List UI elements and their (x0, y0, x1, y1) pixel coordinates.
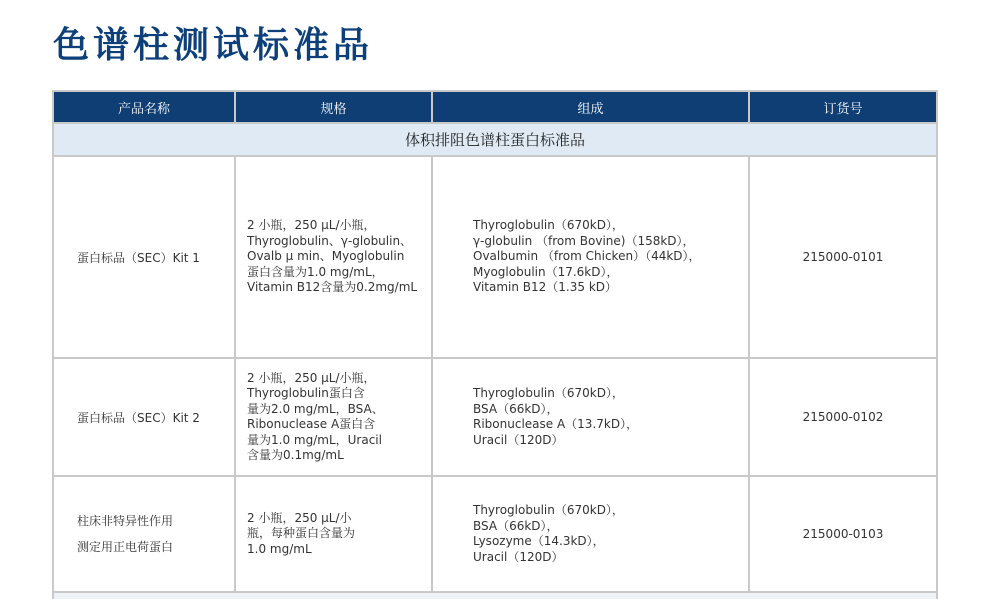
row-1-composition-line: Myoglobulin（17.6kD）， (473, 264, 619, 279)
row-1-name-text: 蛋白标品（SEC）Kit 1 (77, 250, 200, 265)
row-3-spec-line: 1.0 mg/mL (247, 541, 312, 556)
row-2-spec-line: Ribonuclease A蛋白含 (247, 417, 376, 431)
row-1-spec-line: Vitamin B12含量为0.2mg/mL (247, 280, 418, 295)
row-2-product-name (54, 359, 234, 475)
row-3-spec-line: 瓶，每种蛋白含量为 (247, 526, 356, 541)
next-row-partial (54, 593, 936, 599)
row-3-product-name (54, 477, 234, 591)
row-2-composition-line: BSA（66kD）， (473, 401, 559, 416)
row-2-name-text: 蛋白标品（SEC）Kit 2 (77, 410, 200, 425)
row-2-order-number: 215000-0102 (750, 359, 936, 475)
row-2-composition (433, 359, 748, 475)
row-3-order-number: 215000-0103 (750, 477, 936, 591)
row-1-composition-line: γ-globulin （from Bovine)（158kD）， (473, 233, 695, 248)
column-header-spec: 规格 (236, 92, 431, 122)
row-3-composition-line: Lysozyme（14.3kD）， (473, 534, 605, 548)
row-2-spec-line: 含量为0.1mg/mL (247, 448, 344, 462)
row-1-spec-line: Thyroglobulin、γ-globulin、 (247, 233, 413, 248)
row-3-composition-line: Uracil（120D） (473, 549, 564, 564)
row-2-spec-line: Thyroglobulin蛋白含 (247, 386, 365, 400)
row-3-spec (236, 477, 431, 591)
row-1-composition-line: Thyroglobulin（670kD）， (473, 218, 624, 233)
row-1-spec-line: Ovalb μ min、Myoglobulin (247, 249, 405, 264)
row-2-spec-line: 量为1.0 mg/mL，Uracil (247, 432, 382, 447)
row-1-composition (433, 157, 748, 357)
row-3-composition-line: BSA（66kD）， (473, 518, 559, 533)
row-1-spec-line: 蛋白含量为1.0 mg/mL， (247, 264, 384, 279)
row-1-order-number: 215000-0101 (750, 157, 936, 357)
row-3-composition (433, 477, 748, 591)
row-1-composition-line: Ovalbumin （from Chicken）（44kD）， (473, 249, 701, 264)
column-header-composition: 组成 (433, 92, 748, 122)
standards-table (52, 90, 938, 599)
row-2-spec-line: 2 小瓶，250 μL/小瓶， (247, 370, 376, 385)
row-1-composition-line: Vitamin B12（1.35 kD） (473, 280, 618, 295)
row-1-spec-line: 2 小瓶，250 μL/小瓶， (247, 218, 376, 233)
row-2-composition-line: Uracil（120D） (473, 432, 564, 447)
row-3-composition-line: Thyroglobulin（670kD）， (473, 503, 624, 517)
column-header-product-name: 产品名称 (54, 92, 234, 122)
row-2-spec (236, 359, 431, 475)
row-1-product-name (54, 157, 234, 357)
row-2-composition-line: Thyroglobulin（670kD）， (473, 386, 624, 400)
row-2-spec-line: 量为2.0 mg/mL，BSA、 (247, 401, 384, 416)
group-title: 体积排阻色谱柱蛋白标准品 (54, 124, 936, 155)
row-1-spec (236, 157, 431, 357)
page-title: 色谱柱测试标准品 (53, 25, 374, 66)
row-3-name-text: 测定用正电荷蛋白 (77, 540, 174, 554)
row-3-name-text: 柱床非特异性作用 (77, 514, 174, 528)
column-header-order-number: 订货号 (750, 92, 936, 122)
row-3-spec-line: 2 小瓶，250 μL/小 (247, 510, 352, 525)
row-2-composition-line: Ribonuclease A（13.7kD）， (473, 417, 639, 431)
